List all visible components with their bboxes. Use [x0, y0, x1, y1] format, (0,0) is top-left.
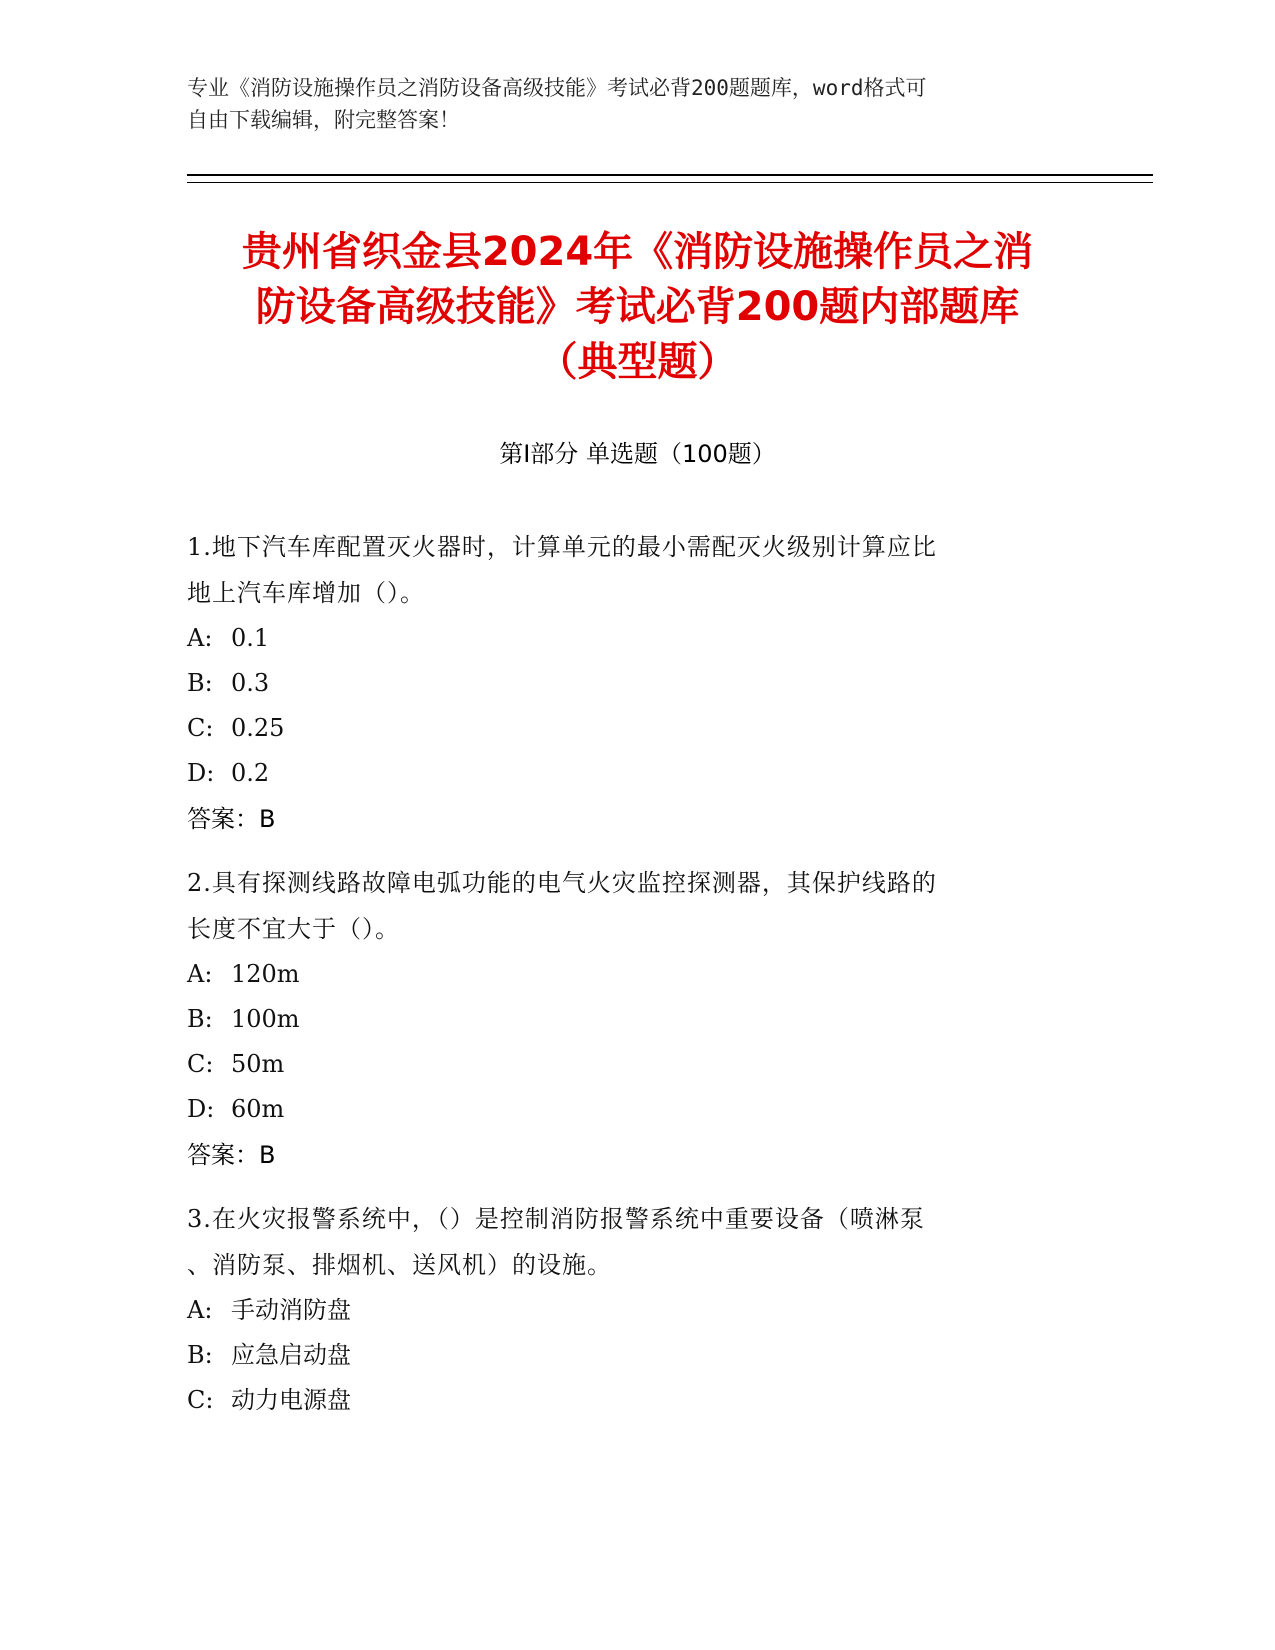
question-1	[187, 524, 1067, 842]
document-title	[150, 225, 1125, 390]
answer: 答案：B	[187, 1141, 276, 1169]
question-2	[187, 860, 1067, 1178]
option-text: 动力电源盘	[231, 1386, 351, 1414]
header-divider-thin	[187, 182, 1153, 183]
option-d	[187, 751, 1067, 796]
option-key: A:	[187, 960, 213, 988]
question-list	[187, 524, 1067, 1441]
option-key: C:	[187, 714, 214, 742]
title-line: 贵州省织金县2024年《消防设施操作员之消	[241, 229, 1034, 275]
option-key: B:	[187, 669, 213, 697]
question-stem-line: 、消防泵、排烟机、送风机）的设施。	[187, 1251, 612, 1279]
option-text: 应急启动盘	[231, 1341, 351, 1369]
option-c	[187, 1042, 1067, 1087]
title-line: 防设备高级技能》考试必背200题内部题库	[255, 284, 1020, 330]
option-a	[187, 952, 1067, 997]
option-b	[187, 1333, 1067, 1378]
option-d	[187, 1087, 1067, 1132]
question-stem-line: 1.地下汽车库配置灭火器时，计算单元的最小需配灭火级别计算应比	[187, 533, 937, 561]
title-line: （典型题）	[537, 339, 738, 385]
option-c	[187, 706, 1067, 751]
option-text: 60m	[231, 1095, 285, 1123]
question-stem	[187, 860, 1067, 952]
question-stem-line: 3.在火灾报警系统中，（）是控制消防报警系统中重要设备（喷淋泵	[187, 1205, 925, 1233]
option-text: 手动消防盘	[231, 1296, 351, 1324]
option-key: D:	[187, 1095, 215, 1123]
section-heading: 第I部分 单选题（100题）	[499, 440, 776, 468]
header-divider-thick	[187, 174, 1153, 176]
question-stem-line: 长度不宜大于（）。	[187, 915, 400, 943]
option-key: A:	[187, 624, 213, 652]
option-b	[187, 997, 1067, 1042]
option-text: 120m	[231, 960, 300, 988]
option-key: A:	[187, 1296, 213, 1324]
question-3	[187, 1196, 1067, 1423]
question-stem-line: 2.具有探测线路故障电弧功能的电气火灾监控探测器，其保护线路的	[187, 869, 937, 897]
header-note	[187, 72, 1067, 136]
option-a	[187, 1288, 1067, 1333]
option-key: B:	[187, 1005, 213, 1033]
header-note-line: 自由下载编辑，附完整答案！	[187, 108, 460, 132]
option-text: 0.1	[231, 624, 270, 652]
question-stem-line: 地上汽车库增加（）。	[187, 579, 425, 607]
option-text: 50m	[231, 1050, 285, 1078]
answer: 答案：B	[187, 805, 276, 833]
header-note-line: 专业《消防设施操作员之消防设备高级技能》考试必背200题题库，word格式可	[187, 76, 927, 100]
question-stem	[187, 1196, 1067, 1288]
question-stem	[187, 524, 1067, 616]
option-b	[187, 661, 1067, 706]
option-text: 0.2	[231, 759, 270, 787]
option-text: 100m	[231, 1005, 300, 1033]
option-key: C:	[187, 1050, 214, 1078]
option-key: B:	[187, 1341, 213, 1369]
option-key: D:	[187, 759, 215, 787]
option-key: C:	[187, 1386, 214, 1414]
option-c	[187, 1378, 1067, 1423]
option-text: 0.3	[231, 669, 270, 697]
option-a	[187, 616, 1067, 661]
option-text: 0.25	[231, 714, 285, 742]
